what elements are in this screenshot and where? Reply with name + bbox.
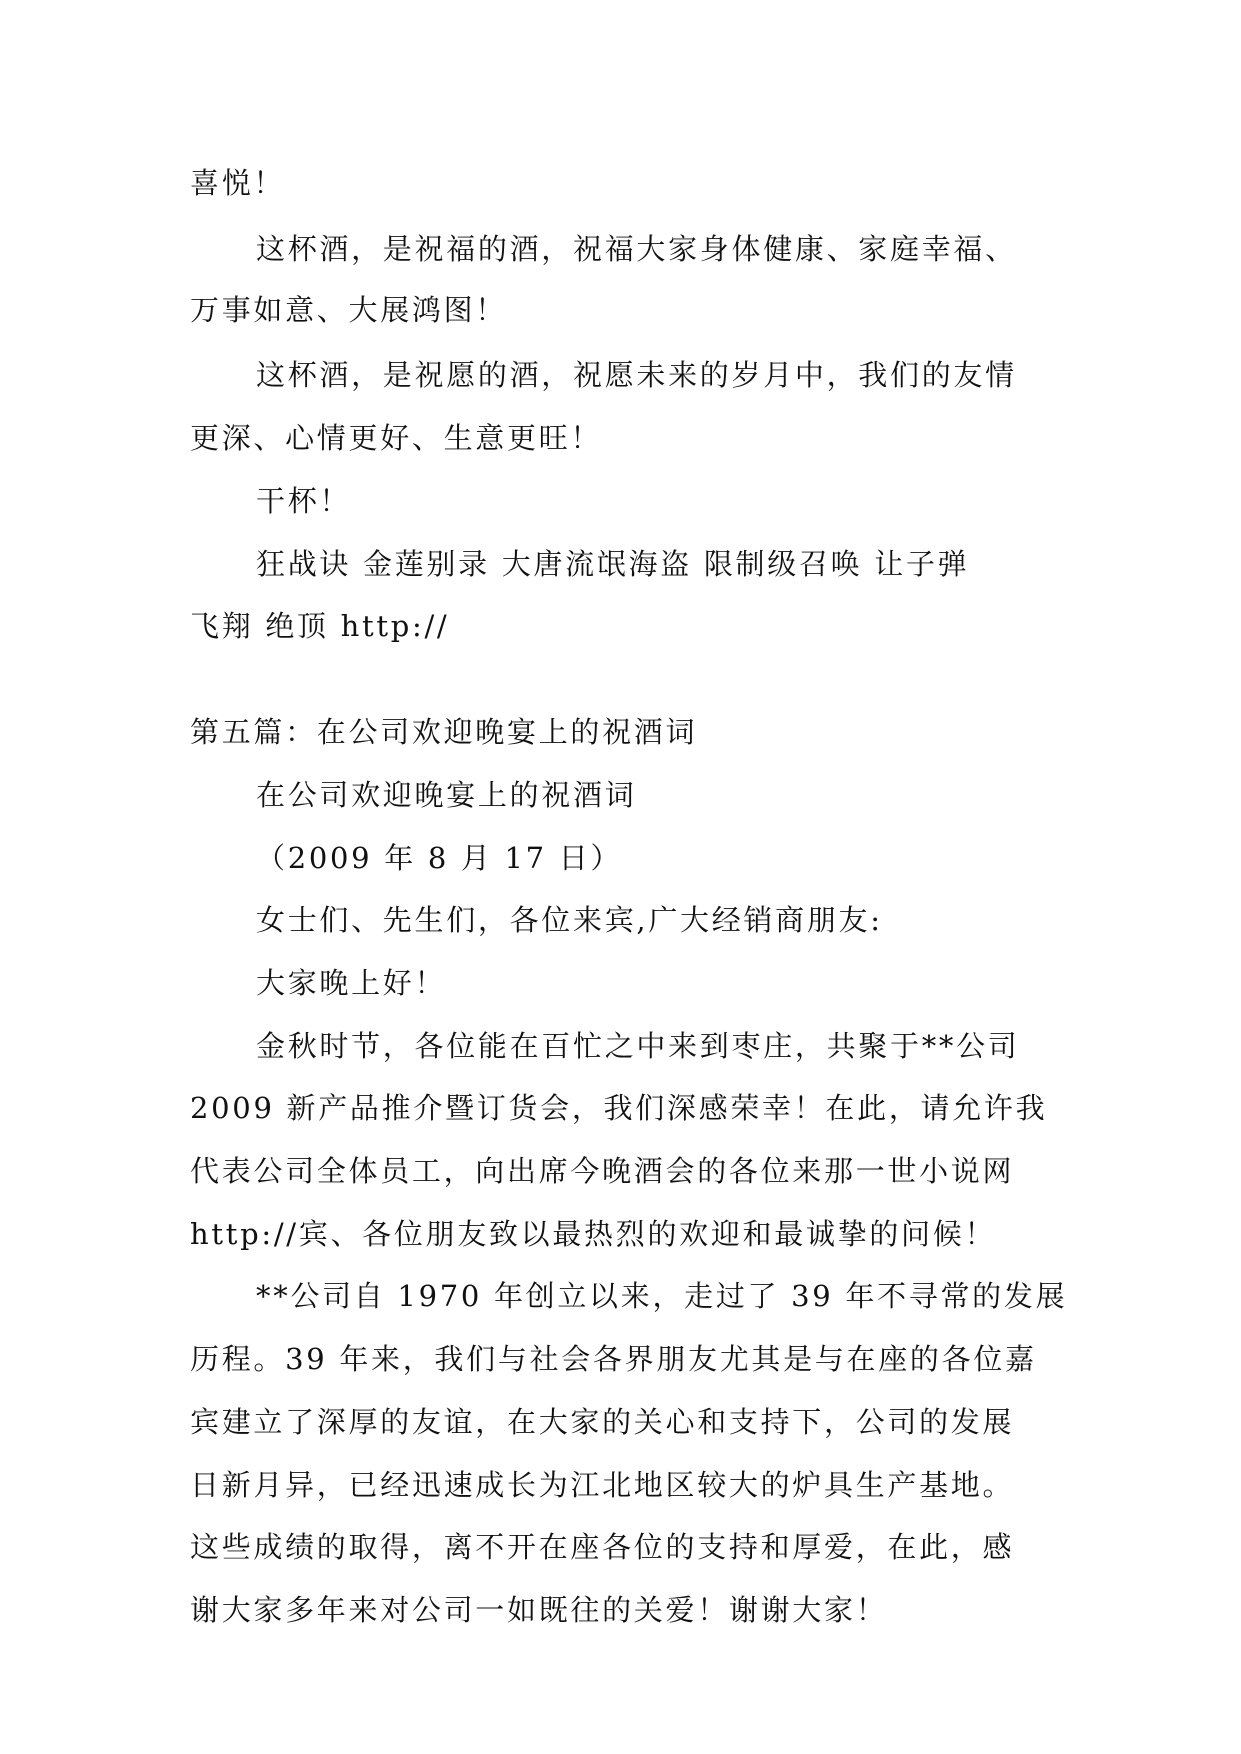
speech-title: 在公司欢迎晚宴上的祝酒词	[256, 778, 637, 812]
text-line: 这杯酒，是祝愿的酒，祝愿未来的岁月中，我们的友情	[256, 358, 1017, 392]
text-line: 宾建立了深厚的友谊，在大家的关心和支持下，公司的发展	[190, 1405, 1015, 1439]
text-line: 喜悦！	[190, 166, 286, 200]
text-line: http://宾、各位朋友致以最热烈的欢迎和最诚挚的问候！	[190, 1217, 997, 1251]
text-line: 更深、心情更好、生意更旺！	[190, 421, 603, 455]
text-line: 这些成绩的取得，离不开在座各位的支持和厚爱，在此，感	[190, 1530, 1015, 1564]
text-line: 女士们、先生们，各位来宾,广大经销商朋友:	[256, 903, 883, 937]
text-line: 谢大家多年来对公司一如既往的关爱！谢谢大家！	[190, 1593, 888, 1627]
text-line: 日新月异，已经迅速成长为江北地区较大的炉具生产基地。	[190, 1468, 1015, 1502]
text-line: 大家晚上好！	[256, 966, 447, 1000]
speech-date: （2009 年 8 月 17 日）	[256, 841, 623, 875]
text-line: 代表公司全体员工，向出席今晚酒会的各位来那一世小说网	[190, 1154, 1015, 1188]
text-line: 金秋时节，各位能在百忙之中来到枣庄，共聚于**公司	[256, 1029, 1020, 1063]
text-line: 狂战诀 金莲别录 大唐流氓海盗 限制级召唤 让子弹	[256, 547, 970, 581]
text-line: 飞翔 绝顶 http://	[190, 609, 450, 643]
text-line: 万事如意、大展鸿图！	[190, 293, 508, 327]
text-line: 历程。39 年来，我们与社会各界朋友尤其是与在座的各位嘉	[190, 1342, 1037, 1376]
section-heading: 第五篇：在公司欢迎晚宴上的祝酒词	[190, 715, 698, 749]
text-line: 2009 新产品推介暨订货会，我们深感荣幸！在此，请允许我	[190, 1091, 1048, 1125]
text-line: 这杯酒，是祝福的酒，祝福大家身体健康、家庭幸福、	[256, 232, 1017, 266]
text-line: **公司自 1970 年创立以来，走过了 39 年不寻常的发展	[256, 1279, 1068, 1313]
text-line: 干杯！	[256, 484, 352, 518]
